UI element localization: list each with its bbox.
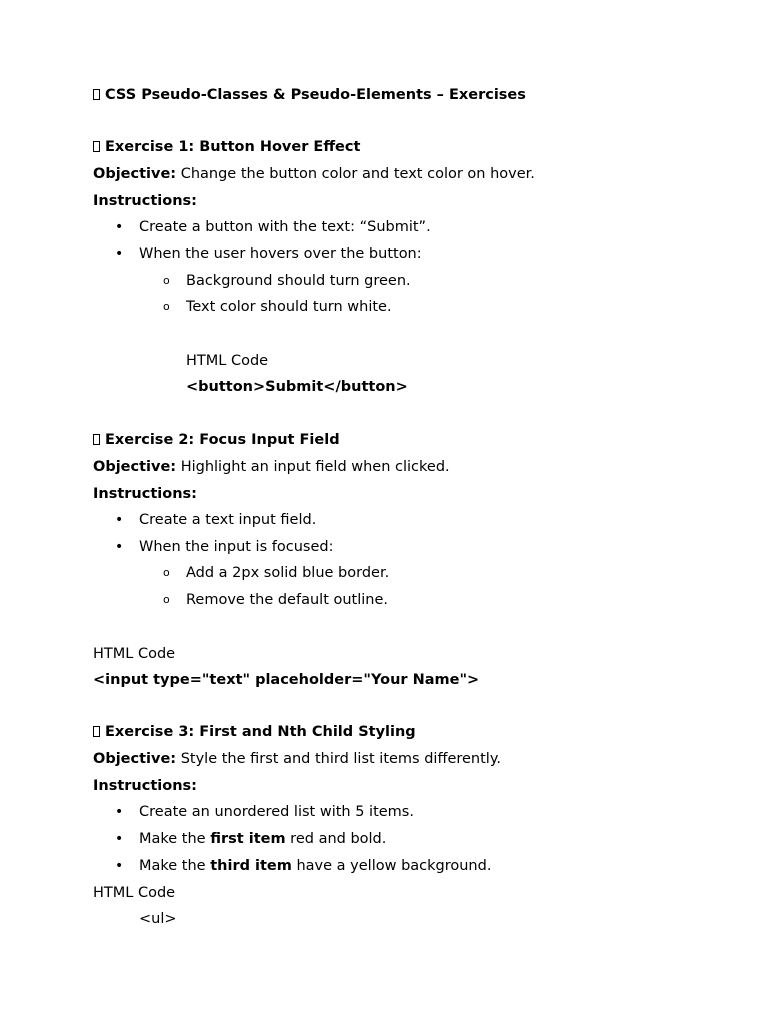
list-item-emphasis: third item [210, 858, 292, 874]
missing-glyph-icon [93, 434, 100, 445]
document-title-text: CSS Pseudo-Classes & Pseudo-Elements – Exercises [105, 87, 526, 103]
missing-glyph-icon [93, 726, 100, 737]
code-snippet: <input type="text" placeholder="Your Name"> [93, 672, 480, 688]
code-label: HTML Code [93, 646, 176, 662]
exercise-3-instructions-label: Instructions: [93, 778, 197, 794]
list-item: When the input is focused: [139, 539, 334, 555]
list-item-text: have a yellow background. [291, 858, 492, 874]
list-item-emphasis: first item [210, 831, 286, 847]
exercise-3-heading-text: Exercise 3: First and Nth Child Styling [105, 724, 416, 740]
exercise-2-instructions-label: Instructions: [93, 486, 197, 502]
objective-text: Change the button color and text color on hover. [176, 166, 535, 182]
exercise-1-instructions-label: Instructions: [93, 193, 197, 209]
objective-label: Objective: [93, 751, 177, 767]
exercise-2-heading-text: Exercise 2: Focus Input Field [105, 432, 340, 448]
sub-list-item: Text color should turn white. [186, 299, 392, 315]
sub-list-item: Remove the default outline. [186, 592, 389, 608]
bullet-marker: • [115, 219, 124, 235]
list-item-text: Make the [139, 831, 211, 847]
bullet-marker: • [115, 858, 124, 874]
bullet-marker: • [115, 539, 124, 555]
bullet-marker: • [115, 512, 124, 528]
list-item-text: red and bold. [285, 831, 387, 847]
code-label: HTML Code [93, 885, 176, 901]
code-snippet: <button>Submit</button> [186, 379, 408, 395]
document-title [93, 86, 526, 104]
code-label: HTML Code [186, 353, 269, 369]
bullet-marker: • [115, 804, 124, 820]
bullet-marker: • [115, 831, 124, 847]
sub-list-item: Background should turn green. [186, 273, 411, 289]
exercise-2-objective [93, 458, 450, 476]
list-item-text: Make the [139, 858, 211, 874]
sub-bullet-marker: o [163, 593, 170, 606]
objective-label: Objective: [93, 459, 177, 475]
sub-bullet-marker: o [163, 566, 170, 579]
exercise-2-heading [93, 431, 340, 449]
objective-text: Style the first and third list items differently. [176, 751, 501, 767]
exercise-3-objective [93, 750, 501, 768]
list-item: Create a text input field. [139, 512, 317, 528]
exercise-1-heading [93, 138, 360, 156]
missing-glyph-icon [93, 141, 100, 152]
list-item [139, 830, 386, 848]
sub-bullet-marker: o [163, 274, 170, 287]
exercise-3-heading [93, 723, 416, 741]
list-item: Create an unordered list with 5 items. [139, 804, 414, 820]
objective-text: Highlight an input field when clicked. [176, 459, 450, 475]
list-item: Create a button with the text: “Submit”. [139, 219, 431, 235]
sub-list-item: Add a 2px solid blue border. [186, 565, 390, 581]
sub-bullet-marker: o [163, 300, 170, 313]
exercise-1-objective [93, 165, 535, 183]
bullet-marker: • [115, 246, 124, 262]
missing-glyph-icon [93, 89, 100, 100]
code-snippet: <ul> [139, 911, 177, 927]
list-item [139, 857, 491, 875]
objective-label: Objective: [93, 166, 177, 182]
list-item: When the user hovers over the button: [139, 246, 422, 262]
exercise-1-heading-text: Exercise 1: Button Hover Effect [105, 139, 361, 155]
